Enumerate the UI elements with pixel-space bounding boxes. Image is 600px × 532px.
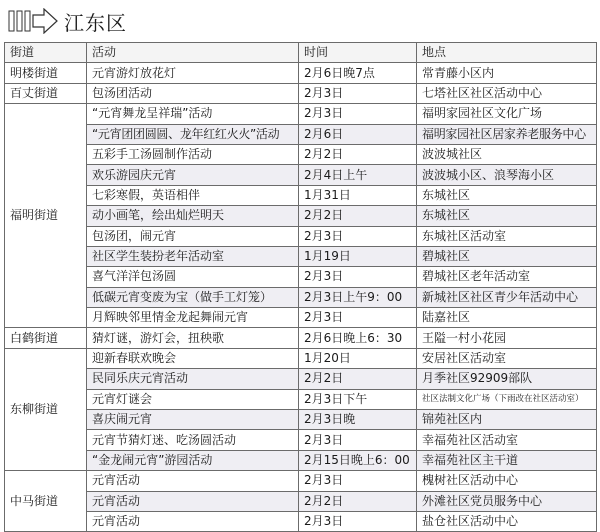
place-cell: 福明家园社区居家养老服务中心	[417, 124, 597, 144]
table-row	[5, 389, 597, 409]
place-cell: 七塔社区社区活动中心	[417, 83, 597, 103]
time-cell: 2月6日晚7点	[299, 63, 417, 83]
street-cell: 明楼街道	[5, 63, 87, 83]
time-cell: 2月2日	[299, 369, 417, 389]
table-row	[5, 348, 597, 368]
activity-cell: “金龙闹元宵”游园活动	[87, 450, 299, 470]
arrow-right-icon	[8, 8, 58, 34]
activity-cell: 元宵活动	[87, 471, 299, 491]
activity-table	[4, 42, 597, 532]
place-cell: 东城社区活动室	[417, 226, 597, 246]
place-cell: 福明家园社区文化广场	[417, 104, 597, 124]
table-row	[5, 144, 597, 164]
activity-cell: 月辉映邻里情金龙起舞闹元宵	[87, 308, 299, 328]
time-cell: 2月3日下午	[299, 389, 417, 409]
activity-cell: 猜灯谜，游灯会，扭秧歌	[87, 328, 299, 348]
time-cell: 2月3日	[299, 104, 417, 124]
activity-cell: 元宵活动	[87, 491, 299, 511]
place-cell: 社区法制文化广场（下雨改在社区活动室）	[417, 389, 597, 409]
place-cell: 槐树社区活动中心	[417, 471, 597, 491]
place-cell: 幸福苑社区活动室	[417, 430, 597, 450]
time-cell: 2月3日	[299, 471, 417, 491]
time-cell: 2月3日	[299, 83, 417, 103]
activity-cell: 民同乐庆元宵活动	[87, 369, 299, 389]
table-row	[5, 471, 597, 491]
place-cell: 新城社区社区青少年活动中心	[417, 287, 597, 307]
place-cell: 月季社区92909部队	[417, 369, 597, 389]
table-row	[5, 104, 597, 124]
header-activity: 活动	[87, 43, 299, 63]
street-cell: 百丈街道	[5, 83, 87, 103]
place-cell: 东城社区	[417, 185, 597, 205]
time-cell: 1月31日	[299, 185, 417, 205]
header-place: 地点	[417, 43, 597, 63]
place-cell: 锦苑社区内	[417, 410, 597, 430]
activity-cell: 社区学生装扮老年活动室	[87, 246, 299, 266]
table-body	[5, 63, 597, 532]
time-cell: 2月3日	[299, 267, 417, 287]
place-cell: 碧城社区	[417, 246, 597, 266]
place-cell: 碧城社区老年活动室	[417, 267, 597, 287]
activity-cell: 动小画笔，绘出灿烂明天	[87, 206, 299, 226]
table-header-row	[5, 43, 597, 63]
place-cell: 幸福苑社区主干道	[417, 450, 597, 470]
time-cell: 2月6日	[299, 124, 417, 144]
table-row	[5, 410, 597, 430]
place-cell: 常青藤小区内	[417, 63, 597, 83]
place-cell: 东城社区	[417, 206, 597, 226]
place-cell: 安居社区活动室	[417, 348, 597, 368]
street-cell: 白鹤街道	[5, 328, 87, 348]
time-cell: 2月6日晚上6：30	[299, 328, 417, 348]
table-row	[5, 206, 597, 226]
table-row	[5, 246, 597, 266]
time-cell: 2月3日上午9：00	[299, 287, 417, 307]
table-row	[5, 63, 597, 83]
place-cell: 王隘一村小花园	[417, 328, 597, 348]
table-row	[5, 165, 597, 185]
table-row	[5, 511, 597, 531]
header-time: 时间	[299, 43, 417, 63]
table-row	[5, 287, 597, 307]
table-row	[5, 430, 597, 450]
place-cell: 波波城小区、浪琴海小区	[417, 165, 597, 185]
header-street: 街道	[5, 43, 87, 63]
time-cell: 2月3日	[299, 226, 417, 246]
time-cell: 2月4日上午	[299, 165, 417, 185]
activity-cell: 五彩手工汤圆制作活动	[87, 144, 299, 164]
place-cell: 外滩社区党员服务中心	[417, 491, 597, 511]
time-cell: 1月19日	[299, 246, 417, 266]
table-row	[5, 328, 597, 348]
table-row	[5, 450, 597, 470]
activity-cell: 喜气洋洋包汤圆	[87, 267, 299, 287]
table-row	[5, 124, 597, 144]
place-cell: 波波城社区	[417, 144, 597, 164]
table-row	[5, 308, 597, 328]
activity-cell: 迎新春联欢晚会	[87, 348, 299, 368]
table-row	[5, 185, 597, 205]
table-row	[5, 83, 597, 103]
place-cell: 陆嘉社区	[417, 308, 597, 328]
time-cell: 2月3日	[299, 308, 417, 328]
time-cell: 2月3日晚	[299, 410, 417, 430]
activity-cell: 低碳元宵变废为宝（做手工灯笼）	[87, 287, 299, 307]
table-row	[5, 369, 597, 389]
activity-cell: 喜庆闹元宵	[87, 410, 299, 430]
activity-cell: 元宵活动	[87, 511, 299, 531]
table-row	[5, 267, 597, 287]
district-title: 江东区	[64, 10, 127, 35]
activity-cell: “元宵团团圆圆、龙年红红火火”活动	[87, 124, 299, 144]
activity-cell: 七彩寒假，英语相伴	[87, 185, 299, 205]
place-cell: 盐仓社区活动中心	[417, 511, 597, 531]
activity-cell: 欢乐游园庆元宵	[87, 165, 299, 185]
time-cell: 2月3日	[299, 511, 417, 531]
street-cell: 东柳街道	[5, 348, 87, 470]
time-cell: 2月2日	[299, 206, 417, 226]
activity-cell: 元宵灯谜会	[87, 389, 299, 409]
time-cell: 2月2日	[299, 144, 417, 164]
time-cell: 2月15日晚上6：00	[299, 450, 417, 470]
table-row	[5, 491, 597, 511]
activity-cell: 包汤团，闹元宵	[87, 226, 299, 246]
time-cell: 1月20日	[299, 348, 417, 368]
street-cell: 中马街道	[5, 471, 87, 532]
district-header	[8, 4, 127, 38]
activity-cell: 元宵节猜灯迷、吃汤圆活动	[87, 430, 299, 450]
activity-cell: “元宵舞龙呈祥瑞”活动	[87, 104, 299, 124]
activity-cell: 包汤团活动	[87, 83, 299, 103]
table-row	[5, 226, 597, 246]
activity-cell: 元宵游灯放花灯	[87, 63, 299, 83]
time-cell: 2月3日	[299, 430, 417, 450]
time-cell: 2月2日	[299, 491, 417, 511]
street-cell: 福明街道	[5, 104, 87, 328]
